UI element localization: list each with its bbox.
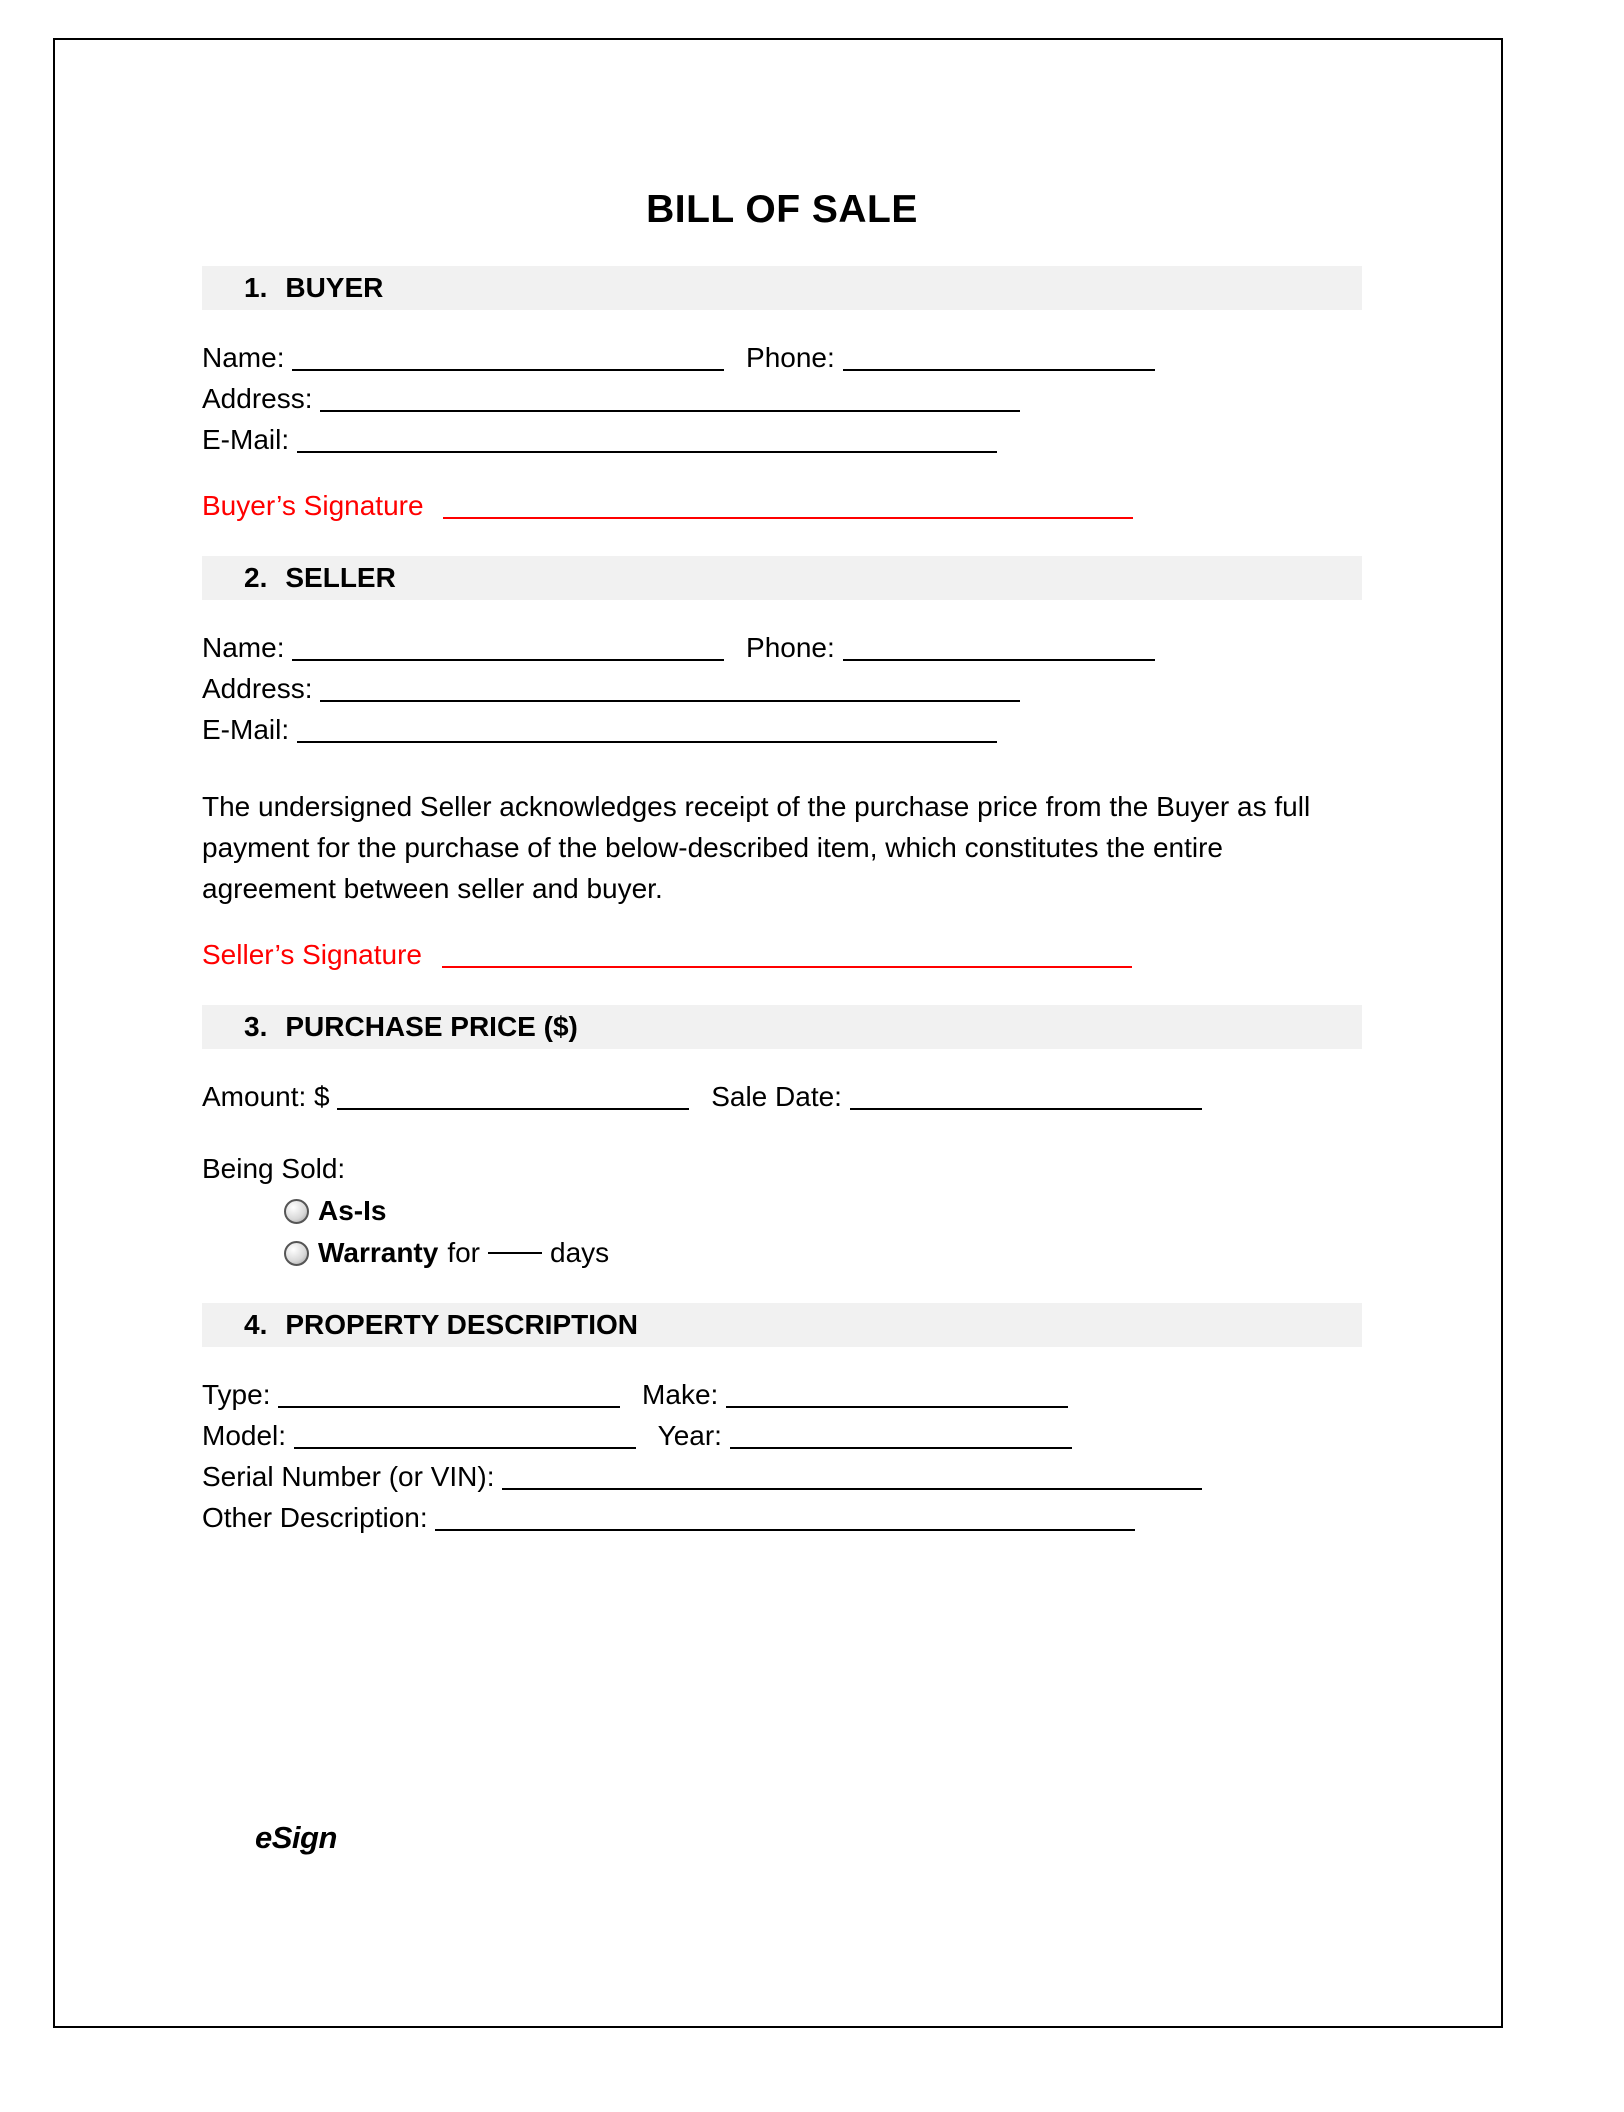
serial-number-label: Serial Number (or VIN): <box>202 1461 495 1492</box>
document-body <box>202 40 1362 1538</box>
seller-acknowledgement-paragraph: The undersigned Seller acknowledges receipt of the purchase price from the Buyer as full payment for the purchase of the below-described item, which constitutes the entire agreement between seller and buyer. <box>202 791 1311 904</box>
section-header-buyer <box>202 266 1362 310</box>
seller-signature-input[interactable] <box>442 966 1132 968</box>
buyer-fields <box>202 337 1362 460</box>
page-title: BILL OF SALE <box>646 188 918 231</box>
section-title: BUYER <box>285 272 384 303</box>
amount-label: Amount: $ <box>202 1081 330 1112</box>
esign-logo: eSign <box>255 1820 337 1855</box>
option-warranty-days-text: days <box>550 1237 610 1268</box>
buyer-name-input[interactable] <box>292 369 724 371</box>
warranty-days-input[interactable] <box>488 1252 542 1254</box>
year-input[interactable] <box>730 1447 1072 1449</box>
seller-signature-row <box>202 939 1362 971</box>
radio-button-icon[interactable] <box>284 1241 309 1266</box>
seller-email-label: E-Mail: <box>202 714 290 745</box>
other-description-input[interactable] <box>435 1529 1135 1531</box>
seller-phone-input[interactable] <box>843 659 1155 661</box>
section-number: 1. <box>244 272 268 303</box>
buyer-phone-input[interactable] <box>843 369 1155 371</box>
option-as-is[interactable] <box>284 1195 1362 1227</box>
model-year-row <box>202 1415 1362 1456</box>
seller-phone-label: Phone: <box>746 632 835 663</box>
document-page <box>53 38 1503 2028</box>
seller-name-phone-row <box>202 627 1362 668</box>
option-warranty-label: Warranty <box>318 1237 439 1268</box>
seller-email-input[interactable] <box>297 741 997 743</box>
buyer-email-row <box>202 419 1362 460</box>
amount-sale-date-row <box>202 1076 1362 1117</box>
amount-input[interactable] <box>337 1108 689 1110</box>
serial-number-input[interactable] <box>502 1488 1202 1490</box>
model-input[interactable] <box>294 1447 636 1449</box>
seller-fields <box>202 627 1362 750</box>
seller-name-input[interactable] <box>292 659 724 661</box>
buyer-address-row <box>202 378 1362 419</box>
section-number: 4. <box>244 1309 268 1340</box>
purchase-price-fields <box>202 1076 1362 1117</box>
sale-date-input[interactable] <box>850 1108 1202 1110</box>
seller-name-label: Name: <box>202 632 285 663</box>
seller-address-row <box>202 668 1362 709</box>
other-description-label: Other Description: <box>202 1502 428 1533</box>
seller-signature-label: Seller’s Signature <box>202 939 422 970</box>
buyer-signature-input[interactable] <box>443 517 1133 519</box>
option-warranty-for-text: for <box>447 1237 481 1268</box>
make-input[interactable] <box>726 1406 1068 1408</box>
buyer-signature-row <box>202 490 1362 522</box>
type-label: Type: <box>202 1379 271 1410</box>
section-number: 3. <box>244 1011 268 1042</box>
type-input[interactable] <box>278 1406 620 1408</box>
section-title: SELLER <box>285 562 396 593</box>
buyer-phone-label: Phone: <box>746 342 835 373</box>
section-number: 2. <box>244 562 268 593</box>
buyer-address-label: Address: <box>202 383 313 414</box>
other-description-row <box>202 1497 1362 1538</box>
year-label: Year: <box>657 1420 722 1451</box>
section-title: PURCHASE PRICE ($) <box>285 1011 578 1042</box>
model-label: Model: <box>202 1420 287 1451</box>
buyer-name-phone-row <box>202 337 1362 378</box>
buyer-signature-label: Buyer’s Signature <box>202 490 424 521</box>
buyer-name-label: Name: <box>202 342 285 373</box>
type-make-row <box>202 1374 1362 1415</box>
buyer-address-input[interactable] <box>320 410 1020 412</box>
seller-email-row <box>202 709 1362 750</box>
seller-address-label: Address: <box>202 673 313 704</box>
section-header-seller <box>202 556 1362 600</box>
option-as-is-label: As-Is <box>318 1195 387 1226</box>
serial-number-row <box>202 1456 1362 1497</box>
section-title: PROPERTY DESCRIPTION <box>285 1309 639 1340</box>
option-warranty[interactable] <box>284 1237 1362 1269</box>
property-description-fields <box>202 1374 1362 1538</box>
buyer-email-label: E-Mail: <box>202 424 290 455</box>
sale-date-label: Sale Date: <box>711 1081 842 1112</box>
seller-address-input[interactable] <box>320 700 1020 702</box>
make-label: Make: <box>642 1379 719 1410</box>
radio-button-icon[interactable] <box>284 1199 309 1224</box>
being-sold-label: Being Sold: <box>202 1153 346 1184</box>
section-header-purchase-price <box>202 1005 1362 1049</box>
section-header-property-description <box>202 1303 1362 1347</box>
buyer-email-input[interactable] <box>297 451 997 453</box>
